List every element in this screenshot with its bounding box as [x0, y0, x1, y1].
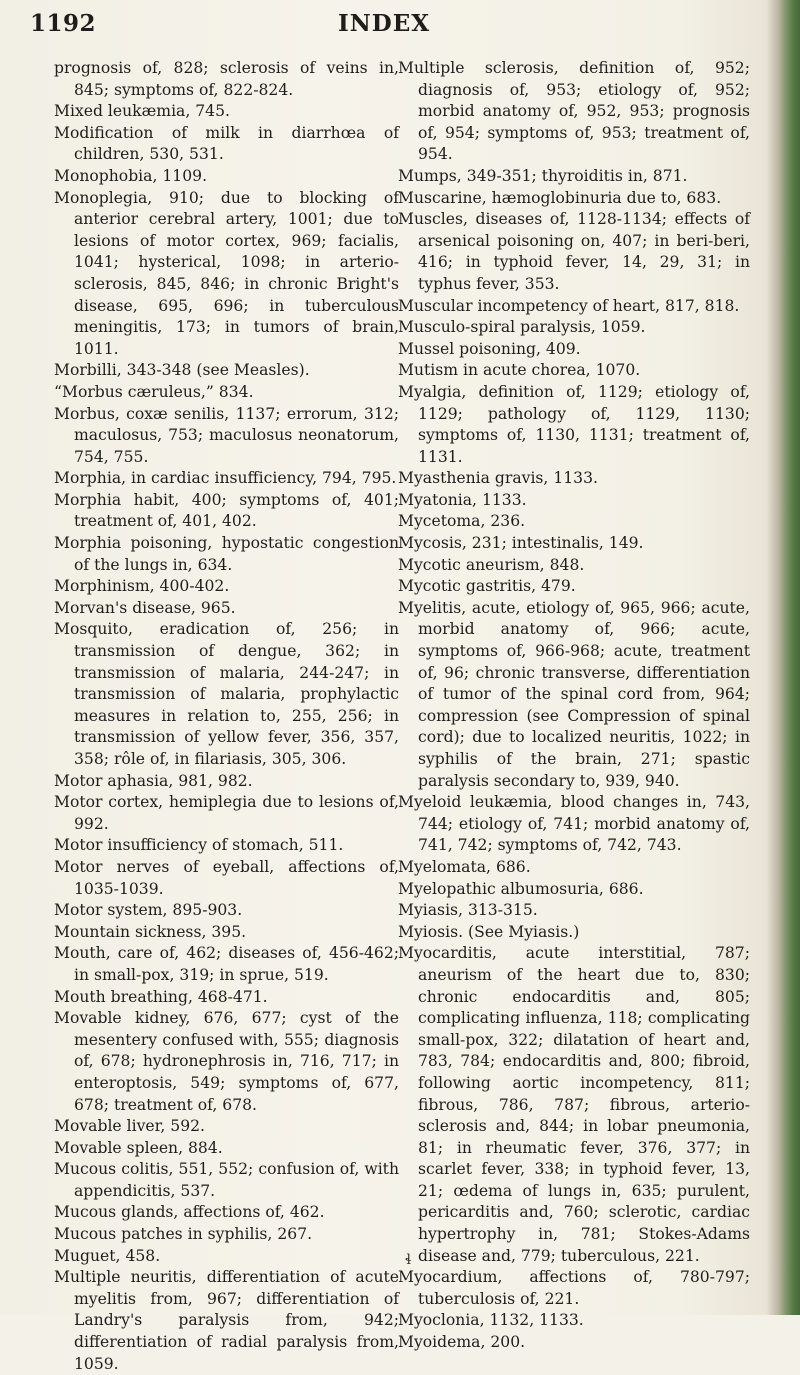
index-entry: Muguet, 458. — [54, 1246, 161, 1265]
index-entry: Mumps, 349-351; thyroiditis in, 871. — [398, 166, 688, 185]
index-entry: Motor insufficiency of stomach, 511. — [54, 836, 344, 855]
index-entry: Mycosis, 231; intestinalis, 149. — [398, 534, 644, 553]
index-entry: Muscarine, hæmoglobinuria due to, 683. — [398, 188, 722, 207]
index-entry: Mycetoma, 236. — [398, 512, 526, 531]
index-entry: Multiple sclerosis, definition of, 952; diagnosis of, 953; etiology of, 952; morbid anatomy of, 952, 953; prognosis of, 954; symptoms of, 953; treatment of, 954. — [398, 59, 750, 164]
index-entry: Monophobia, 1109. — [54, 166, 208, 185]
index-entry: Mucous colitis, 551, 552; confusion of, with appendicitis, 537. — [54, 1160, 399, 1200]
index-entry: Muscular incompetency of heart, 817, 818. — [398, 296, 740, 315]
index-entry: Morbus, coxæ senilis, 1137; errorum, 312; maculosus, 753; maculosus neonatorum, 754, 755. — [54, 404, 399, 466]
page-header — [0, 10, 800, 50]
index-entry: Morphia habit, 400; symptoms of, 401; treatment of, 401, 402. — [54, 490, 399, 531]
index-entry: Mycotic aneurism, 848. — [398, 555, 585, 574]
index-entry: Myelopathic albumosuria, 686. — [398, 879, 644, 898]
index-entry: Movable spleen, 884. — [54, 1138, 223, 1157]
index-entry: Morphia, in cardiac insufficiency, 794, 795. — [54, 469, 397, 488]
index-entry: Myelitis, acute, etiology of, 965, 966; acute, morbid anatomy of, 966; acute, symptoms of, 966-968; acute, treatment of, 96; chronic transverse, differentiation of tumor of the spinal cord from, 964; compression (see Compression of spinal cord); due to localized neuritis, 1022; in syphilis of the brain, 271; spastic paralysis secondary to, 939, 940. — [398, 598, 750, 790]
index-entry: Myasthenia gravis, 1133. — [398, 469, 598, 488]
index-entry: Mouth, care of, 462; diseases of, 456-462; in small-pox, 319; in sprue, 519. — [54, 944, 399, 984]
index-entry: Motor nerves of eyeball, affections of, 1035-1039. — [54, 857, 399, 898]
index-entry: Musculo-spiral paralysis, 1059. — [398, 318, 646, 337]
index-entry: Myiasis, 313-315. — [398, 901, 538, 920]
index-entry: Muscles, diseases of, 1128-1134; effects of arsenical poisoning on, 407; in beri-beri, 416; in typhoid fever, 14, 29, 31; in typhus fever, 353. — [398, 210, 750, 293]
index-entry: Monoplegia, 910; due to blocking of anterior cerebral artery, 1001; due to lesions of motor cortex, 969; facialis, 1041; hysterical, 1098; in arterio-sclerosis, 845, 846; in chronic Bright's disease, 695, 696; in tuberculous meningitis, 173; in tumors of brain, 1011. — [54, 188, 399, 358]
index-entry: Modification of milk in diarrhœa of children, 530, 531. — [54, 123, 399, 164]
index-entry: Myocarditis, acute interstitial, 787; aneurism of the heart due to, 830; chronic endocarditis and, 805; complicating influenza, 118; complicating small-pox, 322; dilatation of heart and, 783, 784; endocarditis and, 800; fibroid, following aortic incompetency, 811; fibrous, 786, 787; fibrous, arterio-sclerosis and, 844; in lobar pneumonia, 81; in rheumatic fever, 376, 377; in scarlet fever, 338; in typhoid fever, 13, 21; œdema of lungs in, 635; purulent, pericarditis and, 760; sclerotic, cardiac hypertrophy in, 781; Stokes-Adams disease and, 779; tuberculous, 221. — [398, 944, 750, 1265]
index-entry: Myoidema, 200. — [398, 1333, 526, 1352]
index-entry: Morvan's disease, 965. — [54, 598, 236, 617]
index-entry: Motor aphasia, 981, 982. — [54, 771, 253, 790]
index-entry: Movable kidney, 676, 677; cyst of the mesentery confused with, 555; diagnosis of, 678; hydronephrosis in, 716, 717; in enteroptosis, 549; symptoms of, 677, 678; treatment of, 678. — [54, 1009, 399, 1114]
index-entry: Myatonia, 1133. — [398, 490, 527, 509]
index-entry: Mixed leukæmia, 745. — [54, 102, 230, 121]
index-entry: Mucous patches in syphilis, 267. — [54, 1225, 313, 1244]
index-entry: Myiosis. (See Myiasis.) — [398, 922, 580, 941]
index-entry: Mouth breathing, 468-471. — [54, 987, 268, 1006]
index-entry: Morphinism, 400-402. — [54, 577, 230, 596]
index-entry: Mosquito, eradication of, 256; in transmission of dengue, 362; in transmission of malaria, 244-247; in transmission of malaria, prophylactic measures in relation to, 255, 256; in transmission of yellow fever, 356, 357, 358; rôle of, in filariasis, 305, 306. — [54, 620, 399, 768]
index-entry: Myelomata, 686. — [398, 857, 531, 876]
index-entry: Motor system, 895-903. — [54, 901, 243, 920]
index-column-left — [54, 58, 399, 1375]
footer-mark: ɬ — [405, 1252, 412, 1268]
index-entry: Mountain sickness, 395. — [54, 922, 247, 941]
index-entry: prognosis of, 828; sclerosis of veins in, 845; symptoms of, 822-824. — [54, 59, 399, 99]
index-column-right — [398, 58, 750, 1354]
index-entry: Morbilli, 343-348 (see Measles). — [54, 361, 310, 380]
index-entry: “Morbus cæruleus,” 834. — [54, 382, 254, 401]
index-entry: Mussel poisoning, 409. — [398, 339, 581, 358]
index-entry: Myoclonia, 1132, 1133. — [398, 1311, 584, 1330]
index-entry: Morphia poisoning, hypostatic congestion of the lungs in, 634. — [54, 534, 399, 574]
page-number: 1192 — [30, 10, 97, 37]
index-entry: Mucous glands, affections of, 462. — [54, 1203, 325, 1222]
page-edge-binding — [766, 0, 800, 1315]
index-entry: Multiple neuritis, differentiation of acute myelitis from, 967; differentiation of Landry's paralysis from, 942; differentiation of radial paralysis from, 1059. — [54, 1268, 399, 1373]
index-entry: Myeloid leukæmia, blood changes in, 743, 744; etiology of, 741; morbid anatomy of, 741, 742; symptoms of, 742, 743. — [398, 793, 750, 855]
index-entry: Mycotic gastritis, 479. — [398, 577, 576, 596]
index-entry: Mutism in acute chorea, 1070. — [398, 361, 641, 380]
index-entry: Motor cortex, hemiplegia due to lesions of, 992. — [54, 793, 399, 833]
running-head: INDEX — [338, 10, 431, 37]
index-entry: Myalgia, definition of, 1129; etiology of, 1129; pathology of, 1129, 1130; symptoms of, 1130, 1131; treatment of, 1131. — [398, 382, 750, 466]
index-entry: Myocardium, affections of, 780-797; tuberculosis of, 221. — [398, 1268, 750, 1308]
index-entry: Movable liver, 592. — [54, 1117, 206, 1136]
